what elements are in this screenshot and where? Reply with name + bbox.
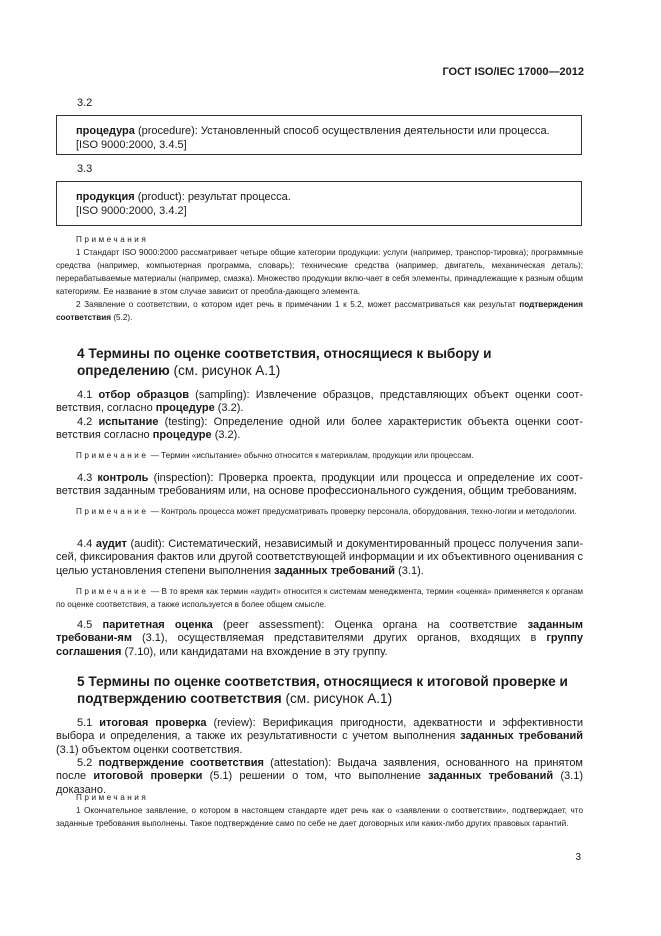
section-4-heading: 4 Термины по оценке соответствия, относящиеся к выбору и определению (см. рисунок А.1) <box>77 346 492 378</box>
clause-4-1: 4.1 отбор образцов (sampling): Извлечение образцов, представляющих объект оценки соот-ветствия, согласно процедуре (3.2). <box>56 389 584 415</box>
note-4-2: Примечание — Термин «испытание» обычно относится к материалам, продукции или процессам. <box>76 451 474 460</box>
notes-block <box>56 233 583 324</box>
note-4-3: Примечание — Контроль процесса может предусматривать проверку персонала, оборудования, техно-логии и методологии. <box>76 507 577 516</box>
clause-4-5: 4.5 паритетная оценка (peer assessment): Оценка органа на соответствие заданным требовани-ям (3.1), осуществляемая представителями других органов, входящих в группу соглашения (7.10), или кандидатами на вхождение в эту группу. <box>56 619 584 658</box>
notes-block-2 <box>56 791 583 830</box>
term: продукция <box>76 191 135 203</box>
section-5-heading: 5 Термины по оценке соответствия, относящиеся к итоговой проверке и подтверждению соответствия (см. рисунок А.1) <box>77 674 568 706</box>
reference: [ISO 9000:2000, 3.4.5] <box>76 139 187 151</box>
page-number: 3 <box>575 852 581 863</box>
note-1: 1 Окончательное заявление, о котором в настоящем стандарте идет речь как о «заявлении о соответствии», подтверждает, что заданные требования выполнены. Такое подтверждение само по себе не дает договорных или каких-либо других правовых гарантий. <box>56 806 583 828</box>
term: процедура <box>76 125 135 137</box>
note-2: 2 Заявление о соответствии, о котором идет речь в примечании 1 к 5.2, может рассматриваться как результат подтверждения соответствия (5.2). <box>56 300 583 322</box>
notes-title: Примечания <box>76 235 149 244</box>
definition-box <box>56 115 582 155</box>
notes-title: Примечания <box>76 793 149 802</box>
clause-4-4: 4.4 аудит (audit): Систематический, независимый и документированный процесс получения запи-сей, фиксирования фактов или другой соответствующей информации и их объективного оценивания с целью установления степени выполнения заданных требований (3.1). <box>56 538 584 577</box>
clause-5-2: 5.2 подтверждение соответствия (attestation): Выдача заявления, основанного на принятом после итоговой проверки (5.1) решении о том, что выполнение заданных требований (3.1) доказано. <box>56 757 583 796</box>
clause-number: 3.3 <box>77 163 93 175</box>
clause-4-3: 4.3 контроль (inspection): Проверка проекта, продукции или процесса и определение их соот-ветствия заданным требованиям или, на основе профессионального суждения, общим требованиям. <box>56 472 583 498</box>
definition-text: (product): результат процесса. <box>137 191 291 203</box>
definition-text: (procedure): Установленный способ осуществления деятельности или процесса. <box>137 125 550 137</box>
clause-5-1: 5.1 итоговая проверка (review): Верификация пригодности, адекватности и эффективности выбора и определения, а также их результативности с учетом выполнения заданных требований (3.1) объектом оценки соответствия. <box>56 717 584 756</box>
reference: [ISO 9000:2000, 3.4.2] <box>76 205 187 217</box>
note-4-4: Примечание — В то время как термин «аудит» относится к системам менеджмента, термин «оценка» применяется к органам по оценке соответствия, а также используется в более общем смысле. <box>56 587 583 609</box>
document-code: ГОСТ ISO/IEC 17000—2012 <box>442 66 584 78</box>
clause-number: 3.2 <box>77 97 93 109</box>
definition-box <box>56 181 582 226</box>
note-1: 1 Стандарт ISO 9000:2000 рассматривает четыре общие категории продукции: услуги (например, транспор-тировка); программные средства (например, компьютерная программа, словарь); технические средства (например, двигатель, механическая деталь); перерабатываемые материалы (например, смазка). Множество продукции вклю-чает в себя элементы, принадлежащие к разным общим категориям. Ее название в этом случае зависит от преобла-дающего элемента. <box>56 248 583 296</box>
clause-4-2: 4.2 испытание (testing): Определение одной или более характеристик объекта оценки соот-ветствия согласно процедуре (3.2). <box>56 416 583 442</box>
